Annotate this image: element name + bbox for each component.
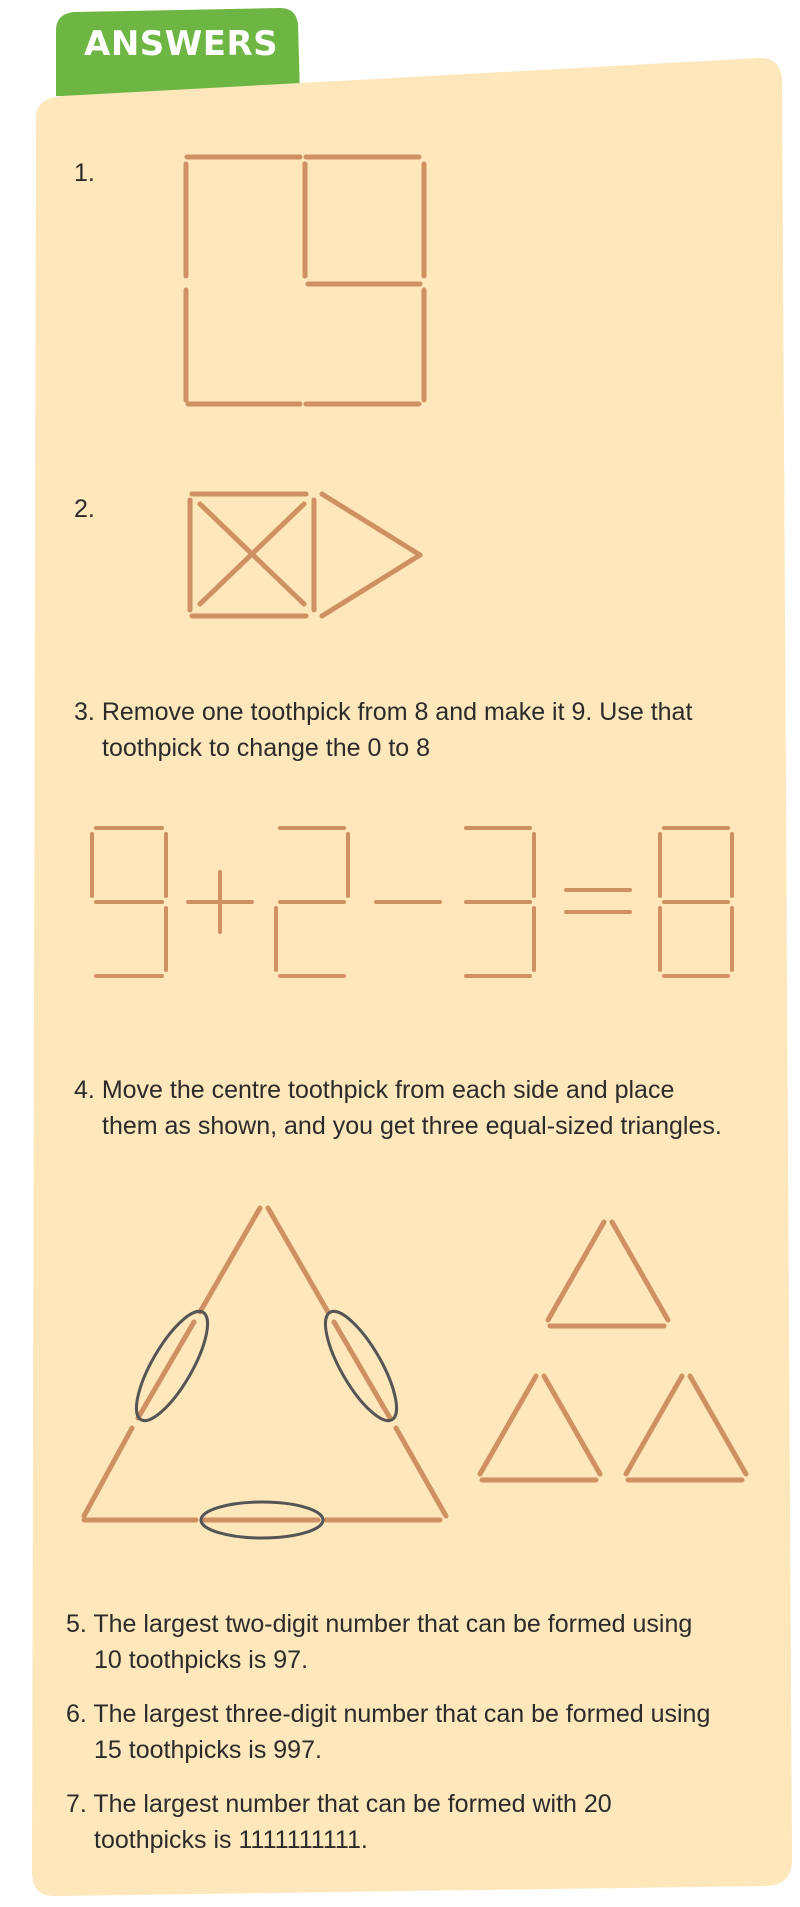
answer-7-line-2: toothpicks is 1111111111. xyxy=(94,1826,368,1854)
answers-title: ANSWERS xyxy=(84,24,279,64)
answer-5-text xyxy=(66,1606,692,1678)
answer-6-text xyxy=(66,1696,710,1768)
answer-7-line-1: The largest number that can be formed with 20 xyxy=(93,1790,612,1818)
answer-4-line-2: them as shown, and you get three equal-sized triangles. xyxy=(102,1112,722,1140)
answer-2-number: 2. xyxy=(74,495,95,523)
answer-4-number: 4. xyxy=(74,1076,95,1104)
answer-5-number: 5. xyxy=(66,1610,87,1638)
answer-3-number: 3. xyxy=(74,698,95,726)
answer-6-line-1: The largest three-digit number that can be formed using xyxy=(93,1700,711,1728)
answer-3-line-2: toothpick to change the 0 to 8 xyxy=(102,734,431,762)
answer-3-line-1: Remove one toothpick from 8 and make it 9. Use that xyxy=(101,698,693,726)
answer-7-number: 7. xyxy=(66,1790,87,1818)
answer-5-line-2: 10 toothpicks is 97. xyxy=(94,1646,309,1674)
answer-5-line-1: The largest two-digit number that can be formed using xyxy=(93,1610,693,1638)
answer-4-line-1: Move the centre toothpick from each side and place xyxy=(101,1076,675,1104)
answer-1-number: 1. xyxy=(74,159,95,187)
answer-6-number: 6. xyxy=(66,1700,87,1728)
answer-7-text xyxy=(66,1786,612,1858)
answer-6-line-2: 15 toothpicks is 997. xyxy=(94,1736,322,1764)
